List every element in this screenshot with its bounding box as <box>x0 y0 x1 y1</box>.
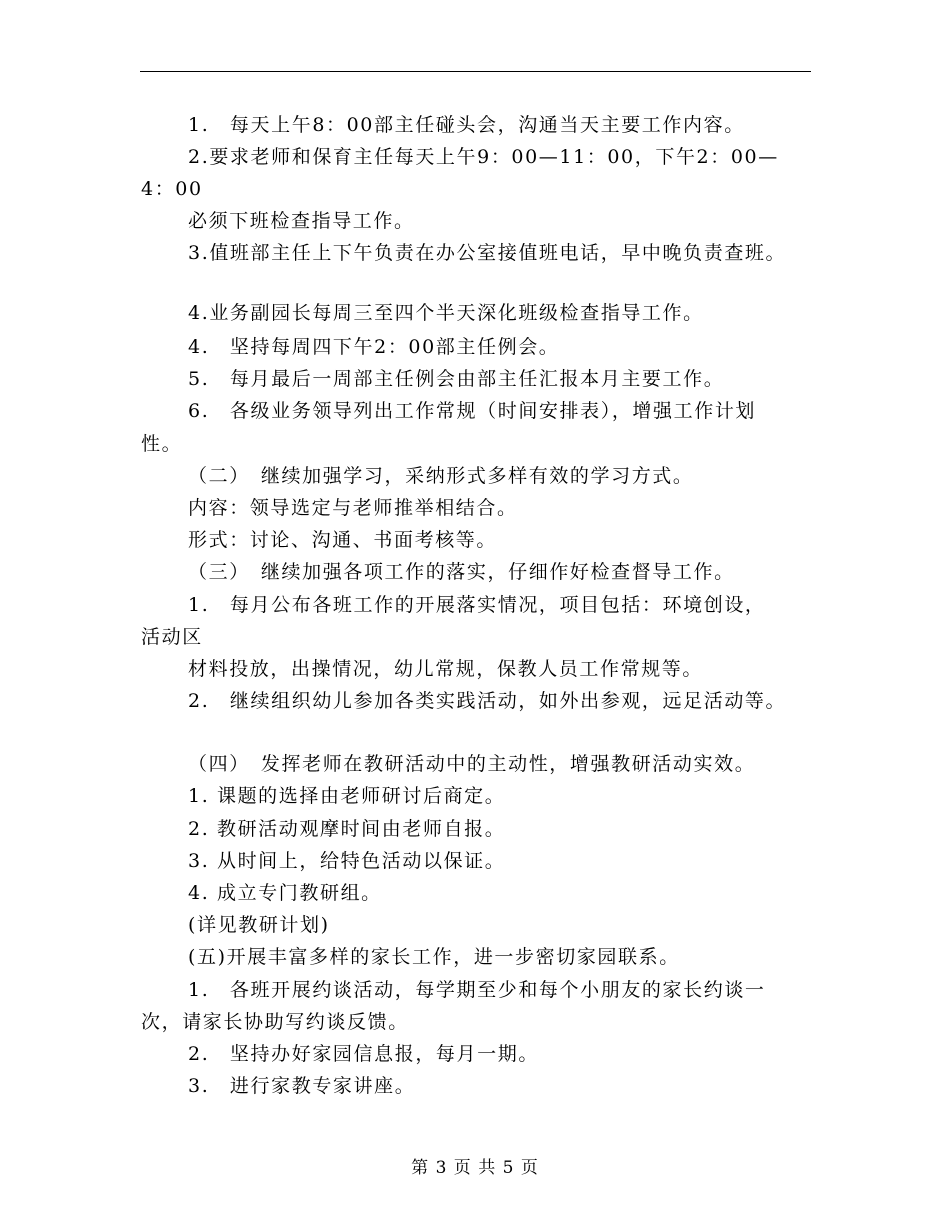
page-footer: 第 3 页 共 5 页 <box>411 1158 539 1178</box>
text-line: 1. 各班开展约谈活动，每学期至少和每个小朋友的家长约谈一 <box>188 979 766 1001</box>
text-line: 4.业务副园长每周三至四个半天深化班级检查指导工作。 <box>188 302 704 324</box>
text-line: 4. 成立专门教研组。 <box>188 882 382 904</box>
text-line: 性。 <box>141 433 183 455</box>
text-line: 形式：讨论、沟通、书面考核等。 <box>188 529 498 551</box>
text-line: 材料投放，出操情况，幼儿常规，保教人员工作常规等。 <box>188 658 704 680</box>
text-line: 3. 从时间上，给特色活动以保证。 <box>188 850 506 872</box>
text-line: 2.要求老师和保育主任每天上午9：00—11：00，下午2：00— <box>188 146 779 168</box>
text-line: 2. 教研活动观摩时间由老师自报。 <box>188 818 506 840</box>
text-line: 6. 各级业务领导列出工作常规（时间安排表），增强工作计划 <box>188 400 757 422</box>
text-line: 2. 继续组织幼儿参加各类实践活动，如外出参观，远足活动等。 <box>188 690 787 712</box>
text-line: 次，请家长协助写约谈反馈。 <box>141 1011 409 1033</box>
text-line: 必须下班检查指导工作。 <box>188 210 415 232</box>
text-line: 1. 每天上午8：00部主任碰头会，沟通当天主要工作内容。 <box>188 114 745 136</box>
text-line: 1. 每月公布各班工作的开展落实情况，项目包括：环境创设， <box>188 594 766 616</box>
text-line: 4. 坚持每周四下午2：00部主任例会。 <box>188 336 560 358</box>
text-line: 内容：领导选定与老师推举相结合。 <box>188 497 518 519</box>
section-heading: （二） 继续加强学习，采纳形式多样有效的学习方式。 <box>188 465 694 487</box>
section-heading: （四） 发挥老师在教研活动中的主动性，增强教研活动实效。 <box>188 753 756 775</box>
section-heading: （三） 继续加强各项工作的落实，仔细作好检查督导工作。 <box>188 561 735 583</box>
text-line: 1. 课题的选择由老师研讨后商定。 <box>188 785 506 807</box>
text-line: 3.值班部主任上下午负责在办公室接值班电话，早中晚负责查班。 <box>188 242 787 264</box>
header-rule <box>140 71 811 72</box>
text-line: 4：00 <box>141 178 203 200</box>
text-line: 5. 每月最后一周部主任例会由部主任汇报本月主要工作。 <box>188 368 725 390</box>
text-line: 活动区 <box>141 626 203 648</box>
text-line: 2. 坚持办好家园信息报，每月一期。 <box>188 1043 539 1065</box>
section-heading: (五)开展丰富多样的家长工作，进一步密切家园联系。 <box>188 946 680 968</box>
text-line: (详见教研计划) <box>188 914 330 936</box>
text-line: 3. 进行家教专家讲座。 <box>188 1075 416 1097</box>
